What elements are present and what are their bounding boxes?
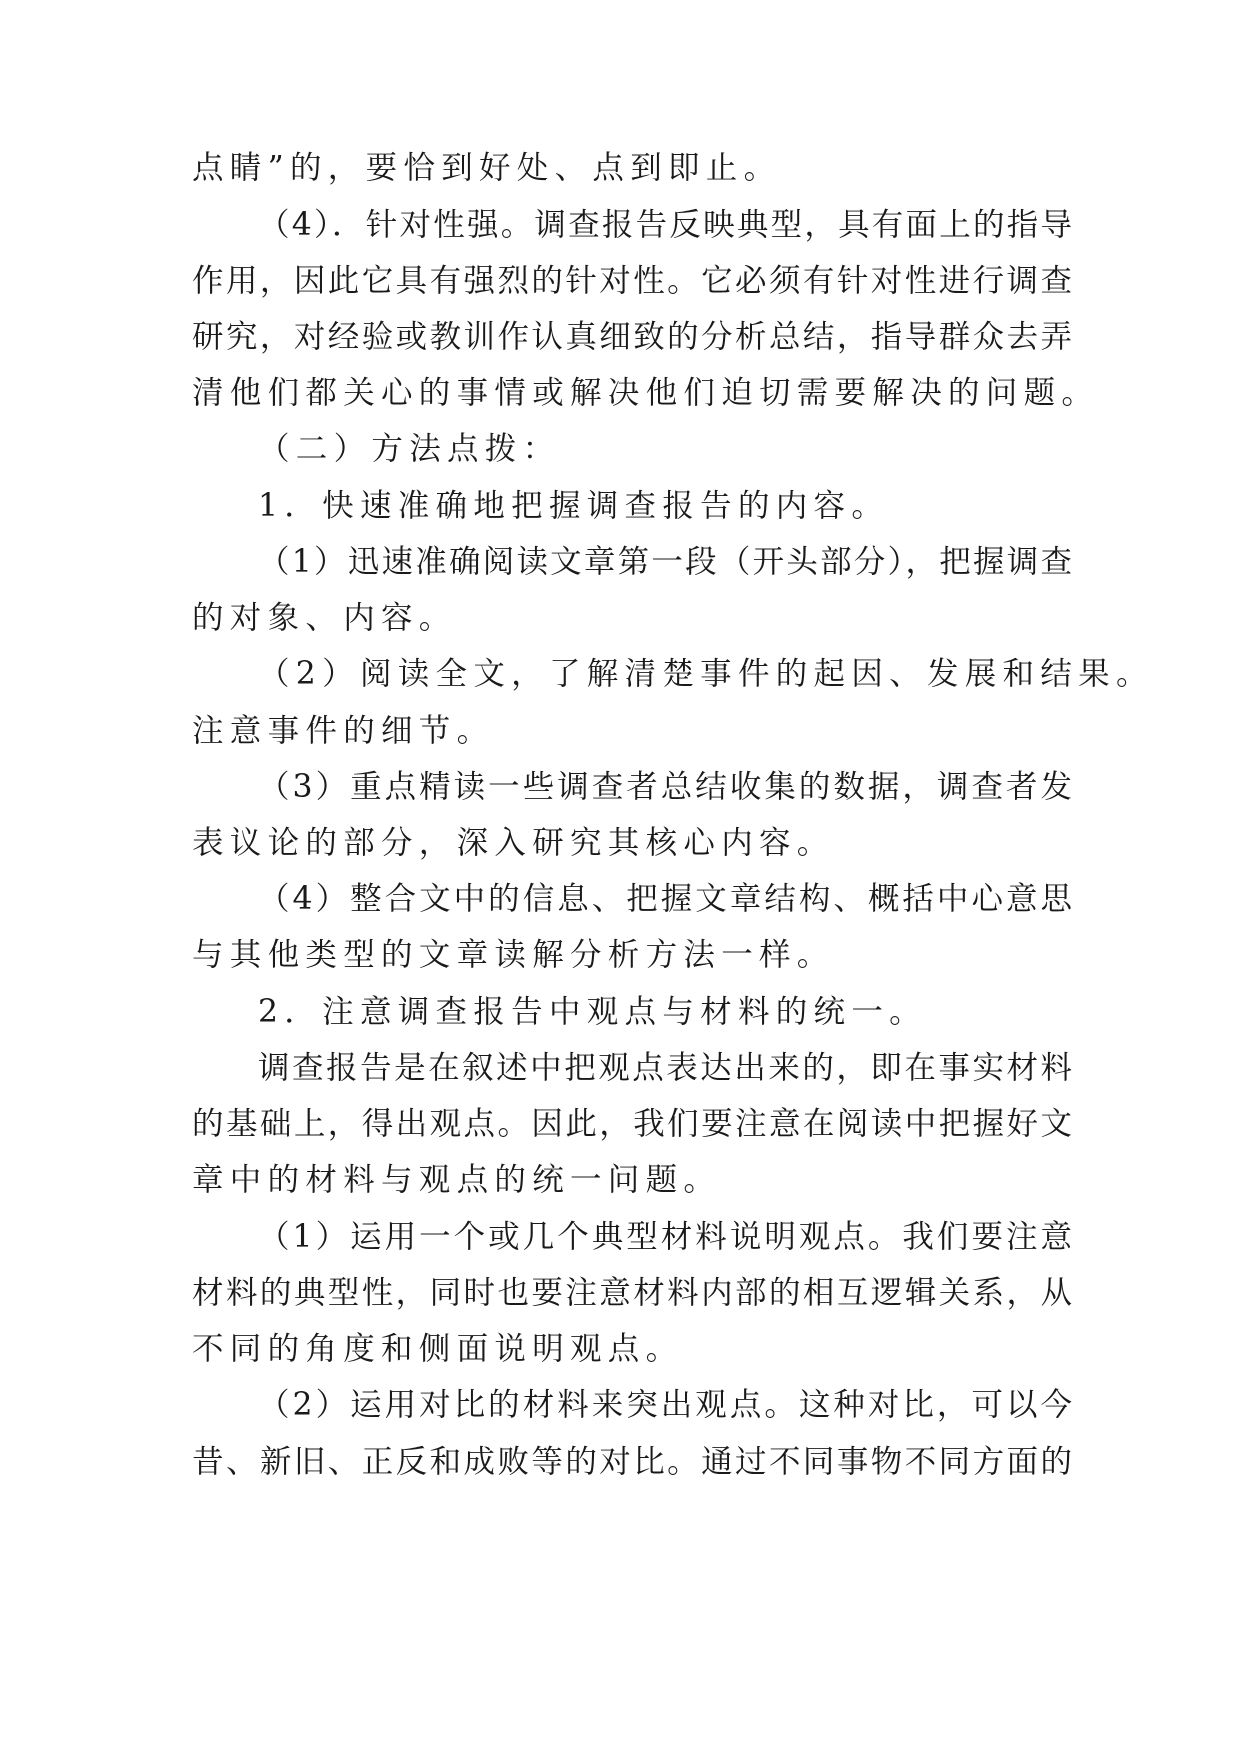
subsection-heading: 2．注意调查报告中观点与材料的统一。	[258, 994, 927, 1030]
text-line: （3）重点精读一些调查者总结收集的数据，调查者发	[258, 769, 1072, 805]
text-line: 昔、新旧、正反和成败等的对比。通过不同事物不同方面的	[192, 1444, 1072, 1480]
text-line: （1）迅速准确阅读文章第一段（开头部分），把握调查	[258, 544, 1072, 580]
text-line: （4）整合文中的信息、把握文章结构、概括中心意思	[258, 881, 1072, 917]
text-line: （2）阅读全文，了解清楚事件的起因、发展和结果。	[258, 656, 1154, 692]
text-line: 注意事件的细节。	[192, 713, 495, 749]
text-line: 研究，对经验或教训作认真细致的分析总结，指导群众去弄	[192, 319, 1072, 355]
text-line: 调查报告是在叙述中把观点表达出来的，即在事实材料	[258, 1050, 1072, 1086]
text-line: 表议论的部分，深入研究其核心内容。	[192, 825, 835, 861]
text-line: 不同的角度和侧面说明观点。	[192, 1331, 684, 1367]
subsection-heading: 1．快速准确地把握调查报告的内容。	[258, 488, 890, 524]
text-line: 的基础上，得出观点。因此，我们要注意在阅读中把握好文	[192, 1106, 1072, 1142]
text-line: （2）运用对比的材料来突出观点。这种对比，可以今	[258, 1387, 1072, 1423]
text-line: （4）．针对性强。调查报告反映典型，具有面上的指导	[258, 207, 1072, 243]
text-line: （1）运用一个或几个典型材料说明观点。我们要注意	[258, 1219, 1072, 1255]
text-line: 点睛”的，要恰到好处、点到即止。	[192, 150, 782, 186]
text-line: 章中的材料与观点的统一问题。	[192, 1162, 722, 1198]
text-line: 材料的典型性，同时也要注意材料内部的相互逻辑关系，从	[192, 1275, 1072, 1311]
text-line: 作用，因此它具有强烈的针对性。它必须有针对性进行调查	[192, 263, 1072, 299]
text-line: 的对象、内容。	[192, 600, 457, 636]
text-line: 与其他类型的文章读解分析方法一样。	[192, 937, 835, 973]
text-line: 清他们都关心的事情或解决他们迫切需要解决的问题。	[192, 375, 1100, 411]
section-heading: （二）方法点拨：	[258, 431, 561, 467]
